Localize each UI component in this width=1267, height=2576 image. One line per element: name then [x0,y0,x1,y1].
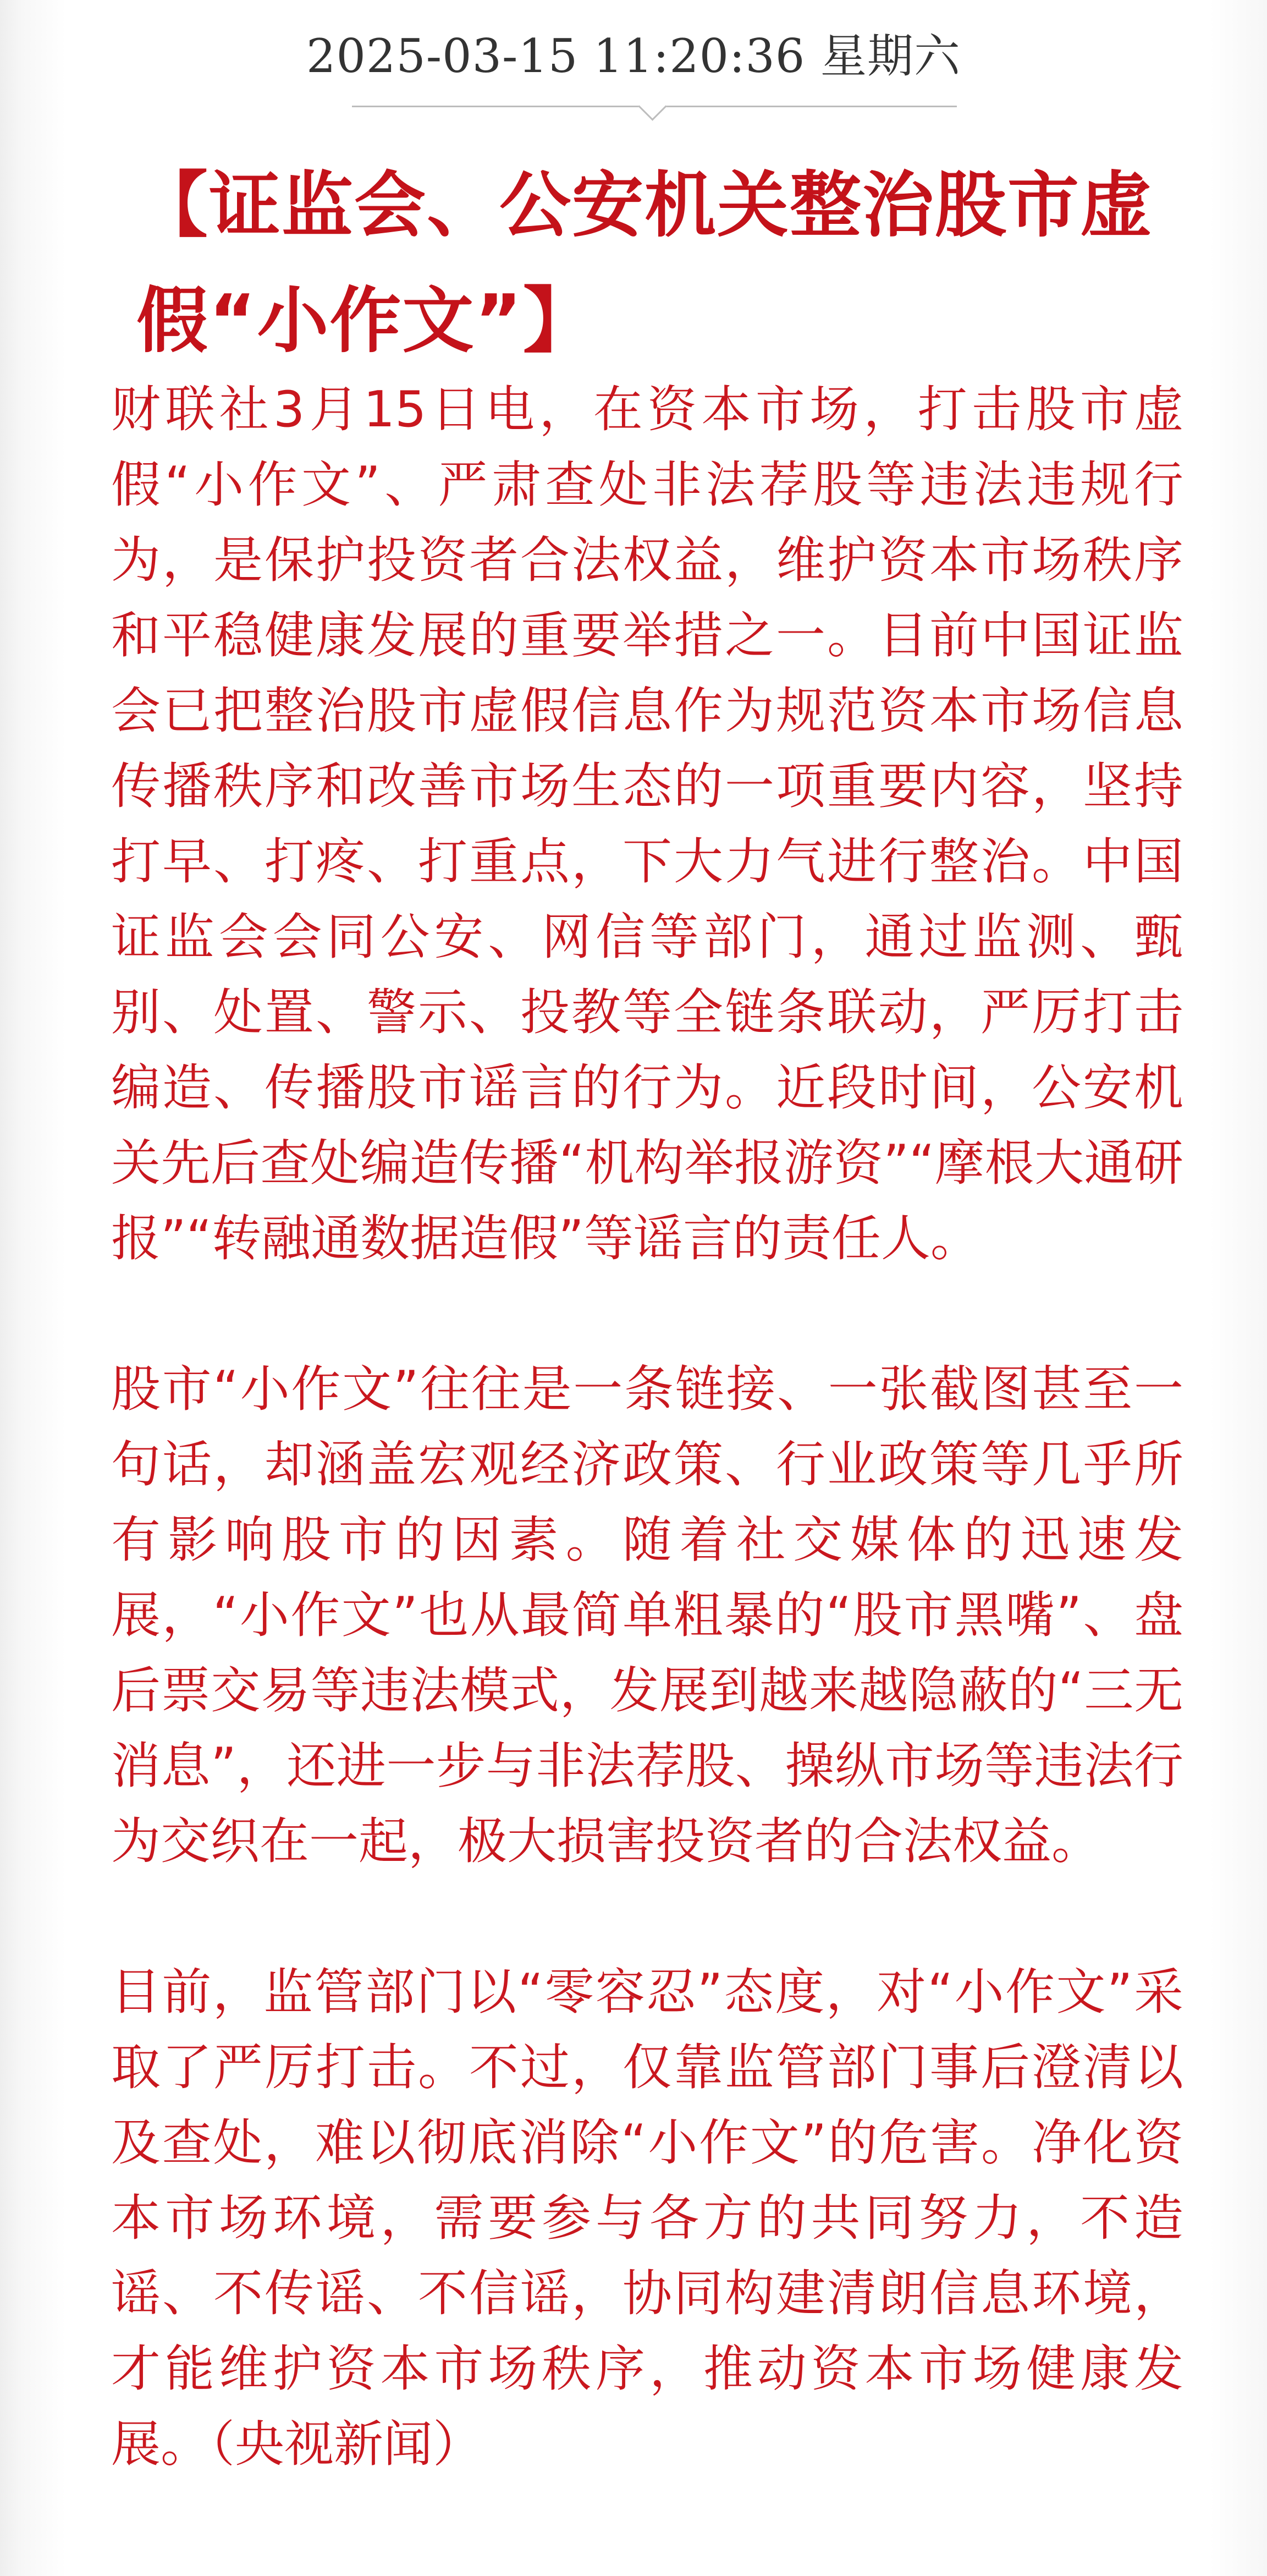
article-body [111,372,1183,2482]
publish-timestamp: 2025-03-15 11:20:36 星期六 [306,29,961,83]
article-paragraph: 财联社3月15日电，在资本市场，打击股市虚假“小作文”、严肃查处非法荐股等违法违规行为，是保护投资者合法权益，维护资本市场秩序和平稳健康发展的重要举措之一。目前中国证监会已把整治股市虚假信息作为规范资本市场信息传播秩序和改善市场生态的一项重要内容，坚持打早、打疼、打重点，下大力气进行整治。中国证监会会同公安、网信等部门，通过监测、甄别、处置、警示、投教等全链条联动，严厉打击编造、传播股市谣言的行为。近段时间，公安机关先后查处编造传播“机构举报游资”“摩根大通研报”“转融通数据造假”等谣言的责任人。 [111,381,1183,1267]
article-paragraph: 目前，监管部门以“零容忍”态度，对“小作文”采取了严厉打击。不过，仅靠监管部门事后澄清以及查处，难以彻底消除“小作文”的危害。净化资本市场环境，需要参与各方的共同努力，不造谣、不传谣、不信谣，协同构建清朗信息环境，才能维护资本市场秩序，推动资本市场健康发展。（央视新闻） [111,1963,1183,2473]
divider-notch [638,92,666,120]
article-title: 【证监会、公安机关整治股市虚假“小作文”】 [136,163,1153,362]
article-paragraph: 股市“小作文”往往是一条链接、一张截图甚至一句话，却涵盖宏观经济政策、行业政策等几乎所有影响股市的因素。随着社交媒体的迅速发展，“小作文”也从最简单粗暴的“股市黑嘴”、盘后票交易等违法模式，发展到越来越隐蔽的“三无消息”，还进一步与非法荐股、操纵市场等违法行为交织在一起，极大损害投资者的合法权益。 [111,1360,1183,1870]
